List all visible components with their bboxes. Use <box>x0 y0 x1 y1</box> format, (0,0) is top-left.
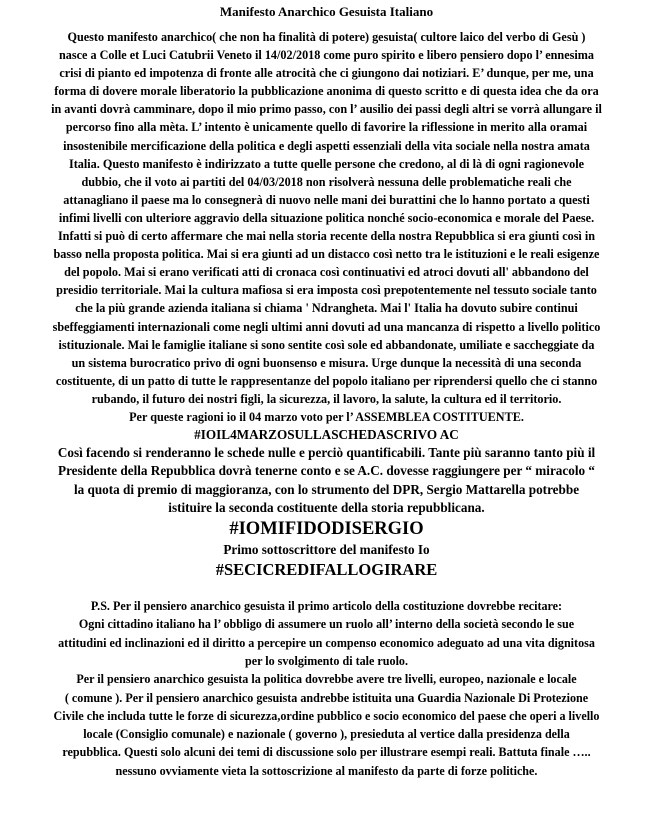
hashtag-vote: #IOIL4MARZOSULLASCHEDASCRIVO AC <box>194 427 459 443</box>
conclusion-line: Così facendo si renderanno le schede nulle e perciò quantificabili. Tante più saranno tanto più il <box>57 445 596 461</box>
body-line: costituente, di un patto di tutte le rappresentanze del popolo italiano per riprendersi quello che ci stanno <box>55 373 598 388</box>
ps-line: P.S. Per il pensiero anarchico gesuista il primo articolo della costituzione dovrebbe recitare: <box>90 599 563 614</box>
manifesto-body <box>4 28 649 426</box>
signatory-line: Primo sottoscrittore del manifesto Io <box>223 542 430 558</box>
body-line: sbeffeggiamenti internazionali come negli ultimi anni dovuti ad una mancanza di rispetto a livello politico <box>52 319 601 334</box>
hashtag-signatory: #SECICREDIFALLOGIRARE <box>215 560 438 580</box>
hashtag-sergio: #IOMIFIDODISERGIO <box>229 519 424 540</box>
body-line: rubando, il futuro dei nostri figli, la sicurezza, il lavoro, la salute, la cultura ed il territorio. <box>91 391 562 406</box>
body-line: crisi di pianto ed impotenza di fronte alle atrocità che ci giungono dai notiziari. E’ dunque, per me, una <box>59 66 594 81</box>
body-line: Infatti si può di certo affermare che mai nella storia recente della nostra Repubblica si era giunti così in <box>57 229 596 244</box>
conclusion-line: Presidente della Repubblica dovrà tenerne conto e se A.C. dovesse raggiungere per “ miracolo “ <box>58 463 595 479</box>
document-title: Manifesto Anarchico Gesuista Italiano <box>219 4 434 19</box>
body-line: insostenibile mercificazione della politica e degli aspetti essenziali della vita sociale nella nostra amata <box>63 138 590 153</box>
body-line: Questo manifesto anarchico( che non ha finalità di potere) gesuista( cultore laico del verbo di Gesù ) <box>67 30 586 44</box>
body-line: istituzionale. Mai le famiglie italiane si sono sentite così sole ed abbandonate, umiliate e saccheggiate da <box>58 337 595 352</box>
body-line: percorso fino alla mèta. L’ intento è unicamente quello di favorire la riflessione in merito alla oramai <box>65 120 588 135</box>
body-line: basso nella proposta politica. Mai si era giunti ad un distacco così netto tra le istituzioni e le reali esigenze <box>53 247 600 262</box>
ps-line: locale (Consiglio comunale) e nazionale ( governo ), presieduta al vertice dalla presidenza della <box>83 727 570 742</box>
ps-line: repubblica. Questi solo alcuni dei temi di discussione solo per illustrare esempi reali. Battuta finale ….. <box>62 745 591 760</box>
body-line: Italia. Questo manifesto è indirizzato a tutte quelle persone che credono, al di là di ogni ragionevole <box>69 156 584 171</box>
body-line: un sistema burocratico privo di ogni buonsenso e misura. Urge dunque la necessità di una seconda <box>71 355 582 370</box>
ps-line: attitudini ed inclinazioni ed il diritto a percepire un compenso economico adeguato ad una vita dignitosa <box>58 635 595 650</box>
body-line-vote: Per queste ragioni io il 04 marzo voto per l’ ASSEMBLEA COSTITUENTE. <box>129 409 524 424</box>
ps-line: nessuno ovviamente vieta la sottoscrizione al manifesto da parte di forze politiche. <box>115 763 538 778</box>
ps-line: per lo svolgimento di tale ruolo. <box>244 653 409 668</box>
body-line: del popolo. Mai si erano verificati atti di cronaca così continuativi ed atroci dovuti all' abbandono del <box>64 265 589 280</box>
ps-line: Ogni cittadino italiano ha l’ obbligo di assumere un ruolo all’ interno della società secondo le sue <box>78 617 575 632</box>
body-line: in avanti dovrà camminare, dopo il mio primo passo, con l’ ausilio dei passi degli altri se vorrà allungare il <box>51 102 602 117</box>
ps-line: Civile che includa tutte le forze di sicurezza,ordine pubblico e socio economico del paese che operi a livello <box>53 708 600 723</box>
body-line: presidio territoriale. Mai la cultura mafiosa si era imposta così prepotentemente nel tessuto sociale tanto <box>56 283 597 298</box>
ps-line: ( comune ). Per il pensiero anarchico gesuista andrebbe istituita una Guardia Nazionale Di Protezione <box>64 690 589 705</box>
postscript-section <box>4 597 649 780</box>
body-line: attanagliano il paese ma lo consegnerà di nuovo nelle mani dei burattini che lo hanno portato a questi <box>63 192 590 207</box>
body-line: dubbio, che il voto ai partiti del 04/03/2018 non risolverà nessuna delle problematiche reali che <box>81 174 572 189</box>
body-line: forma di dovere morale liberatorio la pubblicazione anonima di questo scritto e di questa idea che da ora <box>54 84 599 99</box>
conclusion-line: istituire la seconda costituente della storia repubblicana. <box>168 499 485 515</box>
conclusion-line: la quota di premio di maggioranza, con lo strumento del DPR, Sergio Mattarella potrebbe <box>73 481 580 497</box>
conclusion-section <box>4 426 649 517</box>
body-line: infimi livelli con ulteriore aggravio della situazione politica nonché socio-economica e morale del Paese. <box>58 210 595 225</box>
body-line: nasce a Colle et Luci Catubrii Veneto il 14/02/2018 come puro spirito e libero pensiero dopo l’ ennesima <box>59 48 594 63</box>
ps-line: Per il pensiero anarchico gesuista la politica dovrebbe avere tre livelli, europeo, nazionale e locale <box>76 672 577 687</box>
body-line: che la più grande azienda italiana si chiama ' Ndrangheta. Mai l' Italia ha dovuto subire continui <box>75 301 578 316</box>
